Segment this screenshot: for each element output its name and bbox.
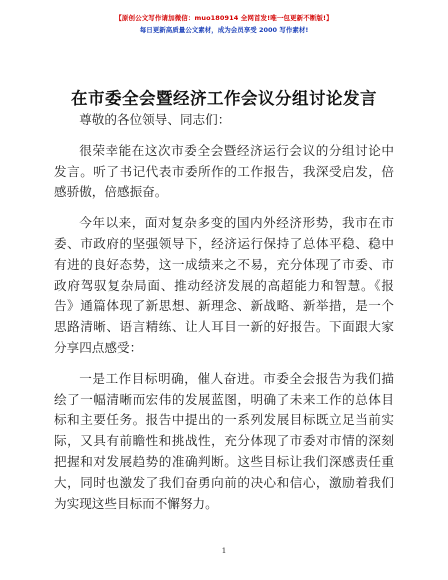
paragraph-point-one: 一是工作目标明确，催人奋进。市委全会报告为我们描绘了一幅清晰而宏伟的发展蓝图，明确了未来工作的总体目标和主要任务。报告中提出的一系列发展目标既立足当前实际，又具有前瞻性和挑战性，充分体现了市委对市情的深刻把握和对发展趋势的准确判断。这些目标让我们深感责任重大，同时也激发了我们奋勇向前的决心和信心，激励着我们为实现这些目标而不懈努力。 [54, 370, 394, 511]
paragraph-intro: 很荣幸能在这次市委全会暨经济运行会议的分组讨论中发言。听了书记代表市委所作的工作报告，我深受启发，倍感骄傲，倍感振奋。 [54, 142, 394, 200]
banner-line-1: 【原创公文写作请加微信：muo180914 全网首发!唯一包更新不断版!】 [115, 14, 333, 22]
greeting: 尊敬的各位领导、同志们： [79, 112, 231, 127]
promo-banner [0, 12, 448, 36]
document-title: 在市委全会暨经济工作会议分组讨论发言 [71, 89, 377, 108]
page-number: 1 [221, 546, 227, 555]
document-body [54, 110, 394, 514]
banner-line-2: 每日更新高质量公文素材，成为会员享受 2000 写作素材! [139, 26, 309, 34]
paragraph-context: 今年以来，面对复杂多变的国内外经济形势，我市在市委、市政府的坚强领导下，经济运行保持了总体平稳、稳中有进的良好态势，这一成绩来之不易，充分体现了市委、市政府驾驭复杂局面、推动经济发展的高超能力和智慧。《报告》通篇体现了新思想、新理念、新战略、新举措，是一个思路清晰、语言精练、让人耳目一新的好报告。下面跟大家分享四点感受： [54, 215, 394, 355]
